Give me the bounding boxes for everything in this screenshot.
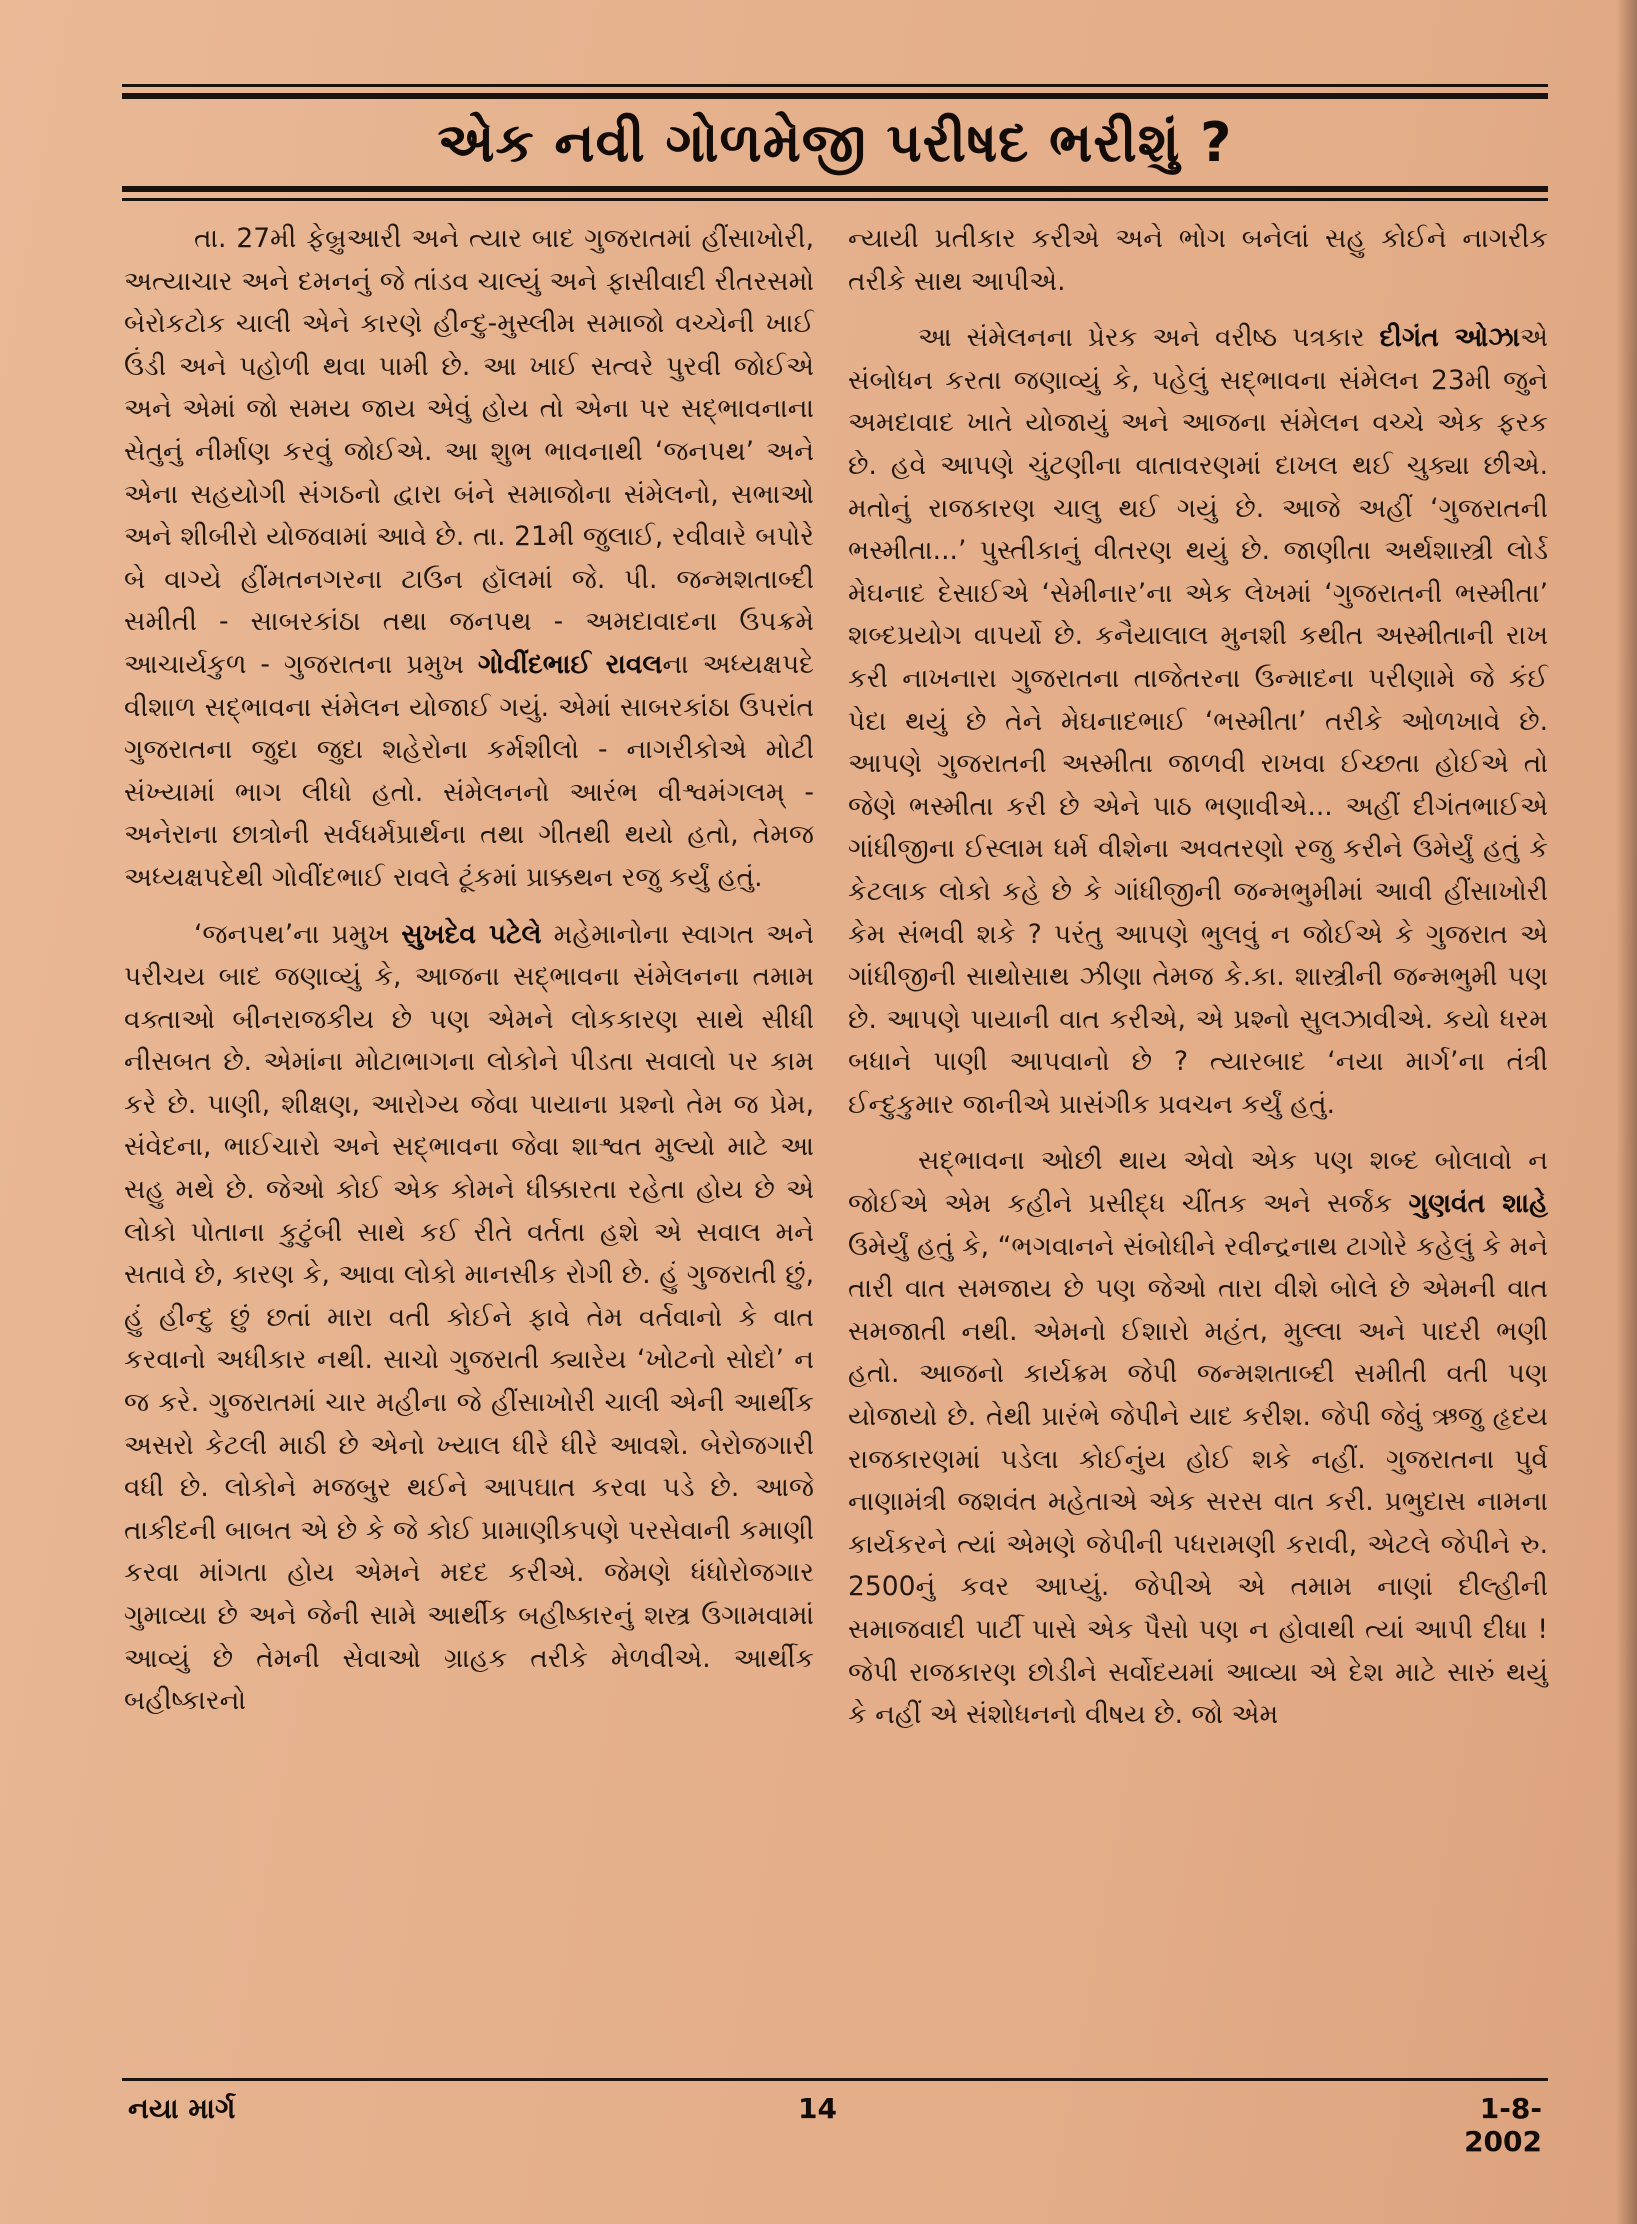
right-column	[848, 218, 1548, 1737]
text-run: ના અધ્યક્ષપદે વીશાળ સદ્ભાવના સંમેલન યોજાઈ ગયું. એમાં સાબરકાંઠા ઉપરાંત ગુજરાતના જુદા જુદા શહેરોના કર્મશીલો - નાગરીકોએ મોટી સંખ્યામાં ભાગ લીધો હતો. સંમેલનનો આરંભ વીશ્વમંગલમ્ - અનેરાના છાત્રોની સર્વધર્મપ્રાર્થના તથા ગીતથી થયો હતો, તેમજ અધ્યક્ષપદેથી ગોવીંદભાઈ રાવલે ટૂંકમાં પ્રાક્કથન રજુ કર્યું હતું.	[124, 648, 814, 893]
text-run: એ સંબોધન કરતા જણાવ્યું કે, પહેલું સદ્ભાવના સંમેલન 23મી જુને અમદાવાદ ખાતે યોજાયું અને આજના સંમેલન વચ્ચે એક ફરક છે. હવે આપણે ચુંટણીના વાતાવરણમાં દાખલ થઈ ચુક્યા છીએ. મતોનું રાજકારણ ચાલુ થઈ ગયું છે. આજે અહીં ‘ગુજરાતની ભસ્મીતા...’ પુસ્તીકાનું વીતરણ થયું છે. જાણીતા અર્થશાસ્ત્રી લોર્ડ મેઘનાદ દેસાઈએ ‘સેમીનાર’ના એક લેખમાં ‘ગુજરાતની ભસ્મીતા’ શબ્દપ્રયોગ વાપર્યો છે. કનૈયાલાલ મુનશી કથીત અસ્મીતાની રાખ કરી નાખનારા ગુજરાતના તાજેતરના ઉન્માદના પરીણામે જે કંઈ પેદા થયું છે તેને મેઘનાદભાઈ ‘ભસ્મીતા’ તરીકે ઓળખાવે છે. આપણે ગુજરાતની અસ્મીતા જાળવી રાખવા ઈચ્છતા હોઈએ તો જેણે ભસ્મીતા કરી છે એને પાઠ ભણાવીએ... અહીં દીગંતભાઈએ ગાંધીજીના ઈસ્લામ ધર્મ વીશેના અવતરણો રજુ કરીને ઉમેર્યું હતું કે કેટલાક લોકો કહે છે કે ગાંધીજીની જન્મભુમીમાં આવી હીંસાખોરી કેમ સંભવી શકે ? પરંતુ આપણે ભુલવું ન જોઈએ કે ગુજરાત એ ગાંધીજીની સાથોસાથ ઝીણા તેમજ કે.કા. શાસ્ત્રીની જન્મભુમી પણ છે. આપણે પાયાની વાત કરીએ, એ પ્રશ્નો સુલઝાવીએ. કયો ધરમ બધાને પાણી આપવાનો છે ? ત્યારબાદ ‘નયા માર્ગ’ના તંત્રી ઈન્દુકુમાર જાનીએ પ્રાસંગીક પ્રવચન કર્યું હતું.	[848, 322, 1548, 1120]
bold-name: ગોવીંદભાઈ રાવલ	[477, 648, 663, 680]
issue-date: 1-8-2002	[1464, 2092, 1542, 2158]
page-edge-shadow	[1616, 0, 1637, 2224]
text-run: મહેમાનોના સ્વાગત અને પરીચય બાદ જણાવ્યું કે, આજના સદ્ભાવના સંમેલનના તમામ વક્તાઓ બીનરાજકીય છે પણ એમને લોકકારણ સાથે સીધી નીસબત છે. એમાંના મોટાભાગના લોકોને પીડતા સવાલો પર કામ કરે છે. પાણી, શીક્ષણ, આરોગ્ય જેવા પાયાના પ્રશ્નો તેમ જ પ્રેમ, સંવેદના, ભાઈચારો અને સદ્ભાવના જેવા શાશ્વત મુલ્યો માટે આ સહુ મથે છે. જેઓ કોઈ એક કોમને ધીક્કારતા રહેતા હોય છે એ લોકો પોતાના કુટુંબી સાથે કઈ રીતે વર્તતા હશે એ સવાલ મને સતાવે છે, કારણ કે, આવા લોકો માનસીક રોગી છે. હું ગુજરાતી છું, હું હીન્દુ છું છતાં મારા વતી કોઈને ફાવે તેમ વર્તવાનો કે વાત કરવાનો અધીકાર નથી. સાચો ગુજરાતી ક્યારેય ‘ખોટનો સોદો’ ન જ કરે. ગુજરાતમાં ચાર મહીના જે હીંસાખોરી ચાલી એની આર્થીક અસરો કેટલી માઠી છે એનો ખ્યાલ ધીરે ધીરે આવશે. બેરોજગારી વધી છે. લોકોને મજબુર થઈને આપઘાત કરવા પડે છે. આજે તાકીદની બાબત એ છે કે જે કોઈ પ્રામાણીકપણે પરસેવાની કમાણી કરવા માંગતા હોય એમને મદદ કરીએ. જેમણે ધંધોરોજગાર ગુમાવ્યા છે અને જેની સામે આર્થીક બહીષ્કારનું શસ્ત્ર ઉગામવામાં આવ્યું છે તેમની સેવાઓ ગ્રાહક તરીકે મેળવીએ. આર્થીક બહીષ્કારનો	[124, 918, 814, 1717]
text-run: ઉમેર્યું હતું કે, “ભગવાનને સંબોધીને રવીન્દ્રનાથ ટાગોરે કહેલું કે મને તારી વાત સમજાય છે પણ જેઓ તારા વીશે બોલે છે એમની વાત સમજાતી નથી. એમનો ઈશારો મહંત, મુલ્લા અને પાદરી ભણી હતો. આજનો કાર્યક્રમ જેપી જન્મશતાબ્દી સમીતી વતી પણ યોજાયો છે. તેથી પ્રારંભે જેપીને યાદ કરીશ. જેપી જેવું ઋજુ હૃદય રાજકારણમાં પડેલા કોઈનુંય હોઈ શકે નહીં. ગુજરાતના પુર્વ નાણામંત્રી જશવંત મહેતાએ એક સરસ વાત કરી. પ્રભુદાસ નામના કાર્યકરને ત્યાં એમણે જેપીની પધરામણી કરાવી, એટલે જેપીને રુ. 2500નું કવર આપ્યું. જેપીએ એ તમામ નાણાં દીલ્હીની સમાજવાદી પાર્ટી પાસે એક પૈસો પણ ન હોવાથી ત્યાં આપી દીધા ! જેપી રાજકારણ છોડીને સર્વોદયમાં આવ્યા એ દેશ માટે સારું થયું કે નહીં એ સંશોધનનો વીષય છે. જો એમ	[848, 1230, 1548, 1731]
title-top-rule	[122, 84, 1548, 87]
article-title: એક નવી ગોળમેજી પરીષદ ભરીશું ?	[437, 111, 1233, 174]
publication-name: નયા માર્ગ	[128, 2092, 236, 2125]
title-bottom-rule	[122, 198, 1548, 201]
right-paragraph-0: ન્યાયી પ્રતીકાર કરીએ અને ભોગ બનેલાં સહુ કોઈને નાગરીક તરીકે સાથ આપીએ.	[848, 223, 1548, 297]
left-paragraph-1	[124, 218, 814, 900]
footer-rule	[122, 2078, 1548, 2081]
left-paragraph-2	[124, 914, 814, 1723]
text-run: આ સંમેલનના પ્રેરક અને વરીષ્ઠ પત્રકાર	[918, 322, 1380, 354]
text-run: સદ્ભાવના ઓછી થાય એવો એક પણ શબ્દ બોલાવો ન જોઈએ એમ કહીને પ્રસીદ્ધ ચીંતક અને સર્જક	[848, 1145, 1548, 1220]
bold-name: સુખદેવ પટેલે	[401, 918, 542, 950]
right-paragraph-1	[848, 317, 1548, 1126]
page-number: 14	[798, 2092, 837, 2125]
bold-name: દીગંત ઓઝા	[1379, 322, 1521, 354]
bold-name: ગુણવંત શાહે	[1408, 1188, 1548, 1220]
text-run: ‘જનપથ’ના પ્રમુખ	[194, 918, 402, 950]
title-top-thick-rule	[122, 93, 1548, 99]
text-run: તા. 27મી ફેબ્રુઆરી અને ત્યાર બાદ ગુજરાતમાં હીંસાખોરી, અત્યાચાર અને દમનનું જે તાંડવ ચાલ્યું અને ફાસીવાદી રીતરસમો બેરોકટોક ચાલી એને કારણે હીન્દુ-મુસ્લીમ સમાજો વચ્ચેની ખાઈ ઉંડી અને પહોળી થવા પામી છે. આ ખાઈ સત્વરે પુરવી જોઈએ અને એમાં જો સમય જાય એવું હોય તો એના પર સદ્ભાવનાના સેતુનું નીર્માણ કરવું જોઈએ. આ શુભ ભાવનાથી ‘જનપથ’ અને એના સહયોગી સંગઠનો દ્વારા બંને સમાજોના સંમેલનો, સભાઓ અને શીબીરો યોજવામાં આવે છે. તા. 21મી જુલાઈ, રવીવારે બપોરે બે વાગ્યે હીંમતનગરના ટાઉન હૉલમાં જે. પી. જન્મશતાબ્દી સમીતી - સાબરકાંઠા તથા જનપથ - અમદાવાદના ઉપક્રમે આચાર્યકુળ - ગુજરાતના પ્રમુખ	[124, 223, 814, 680]
right-paragraph-2	[848, 1140, 1548, 1736]
left-column	[124, 218, 814, 1723]
title-bottom-thick-rule	[122, 186, 1548, 192]
